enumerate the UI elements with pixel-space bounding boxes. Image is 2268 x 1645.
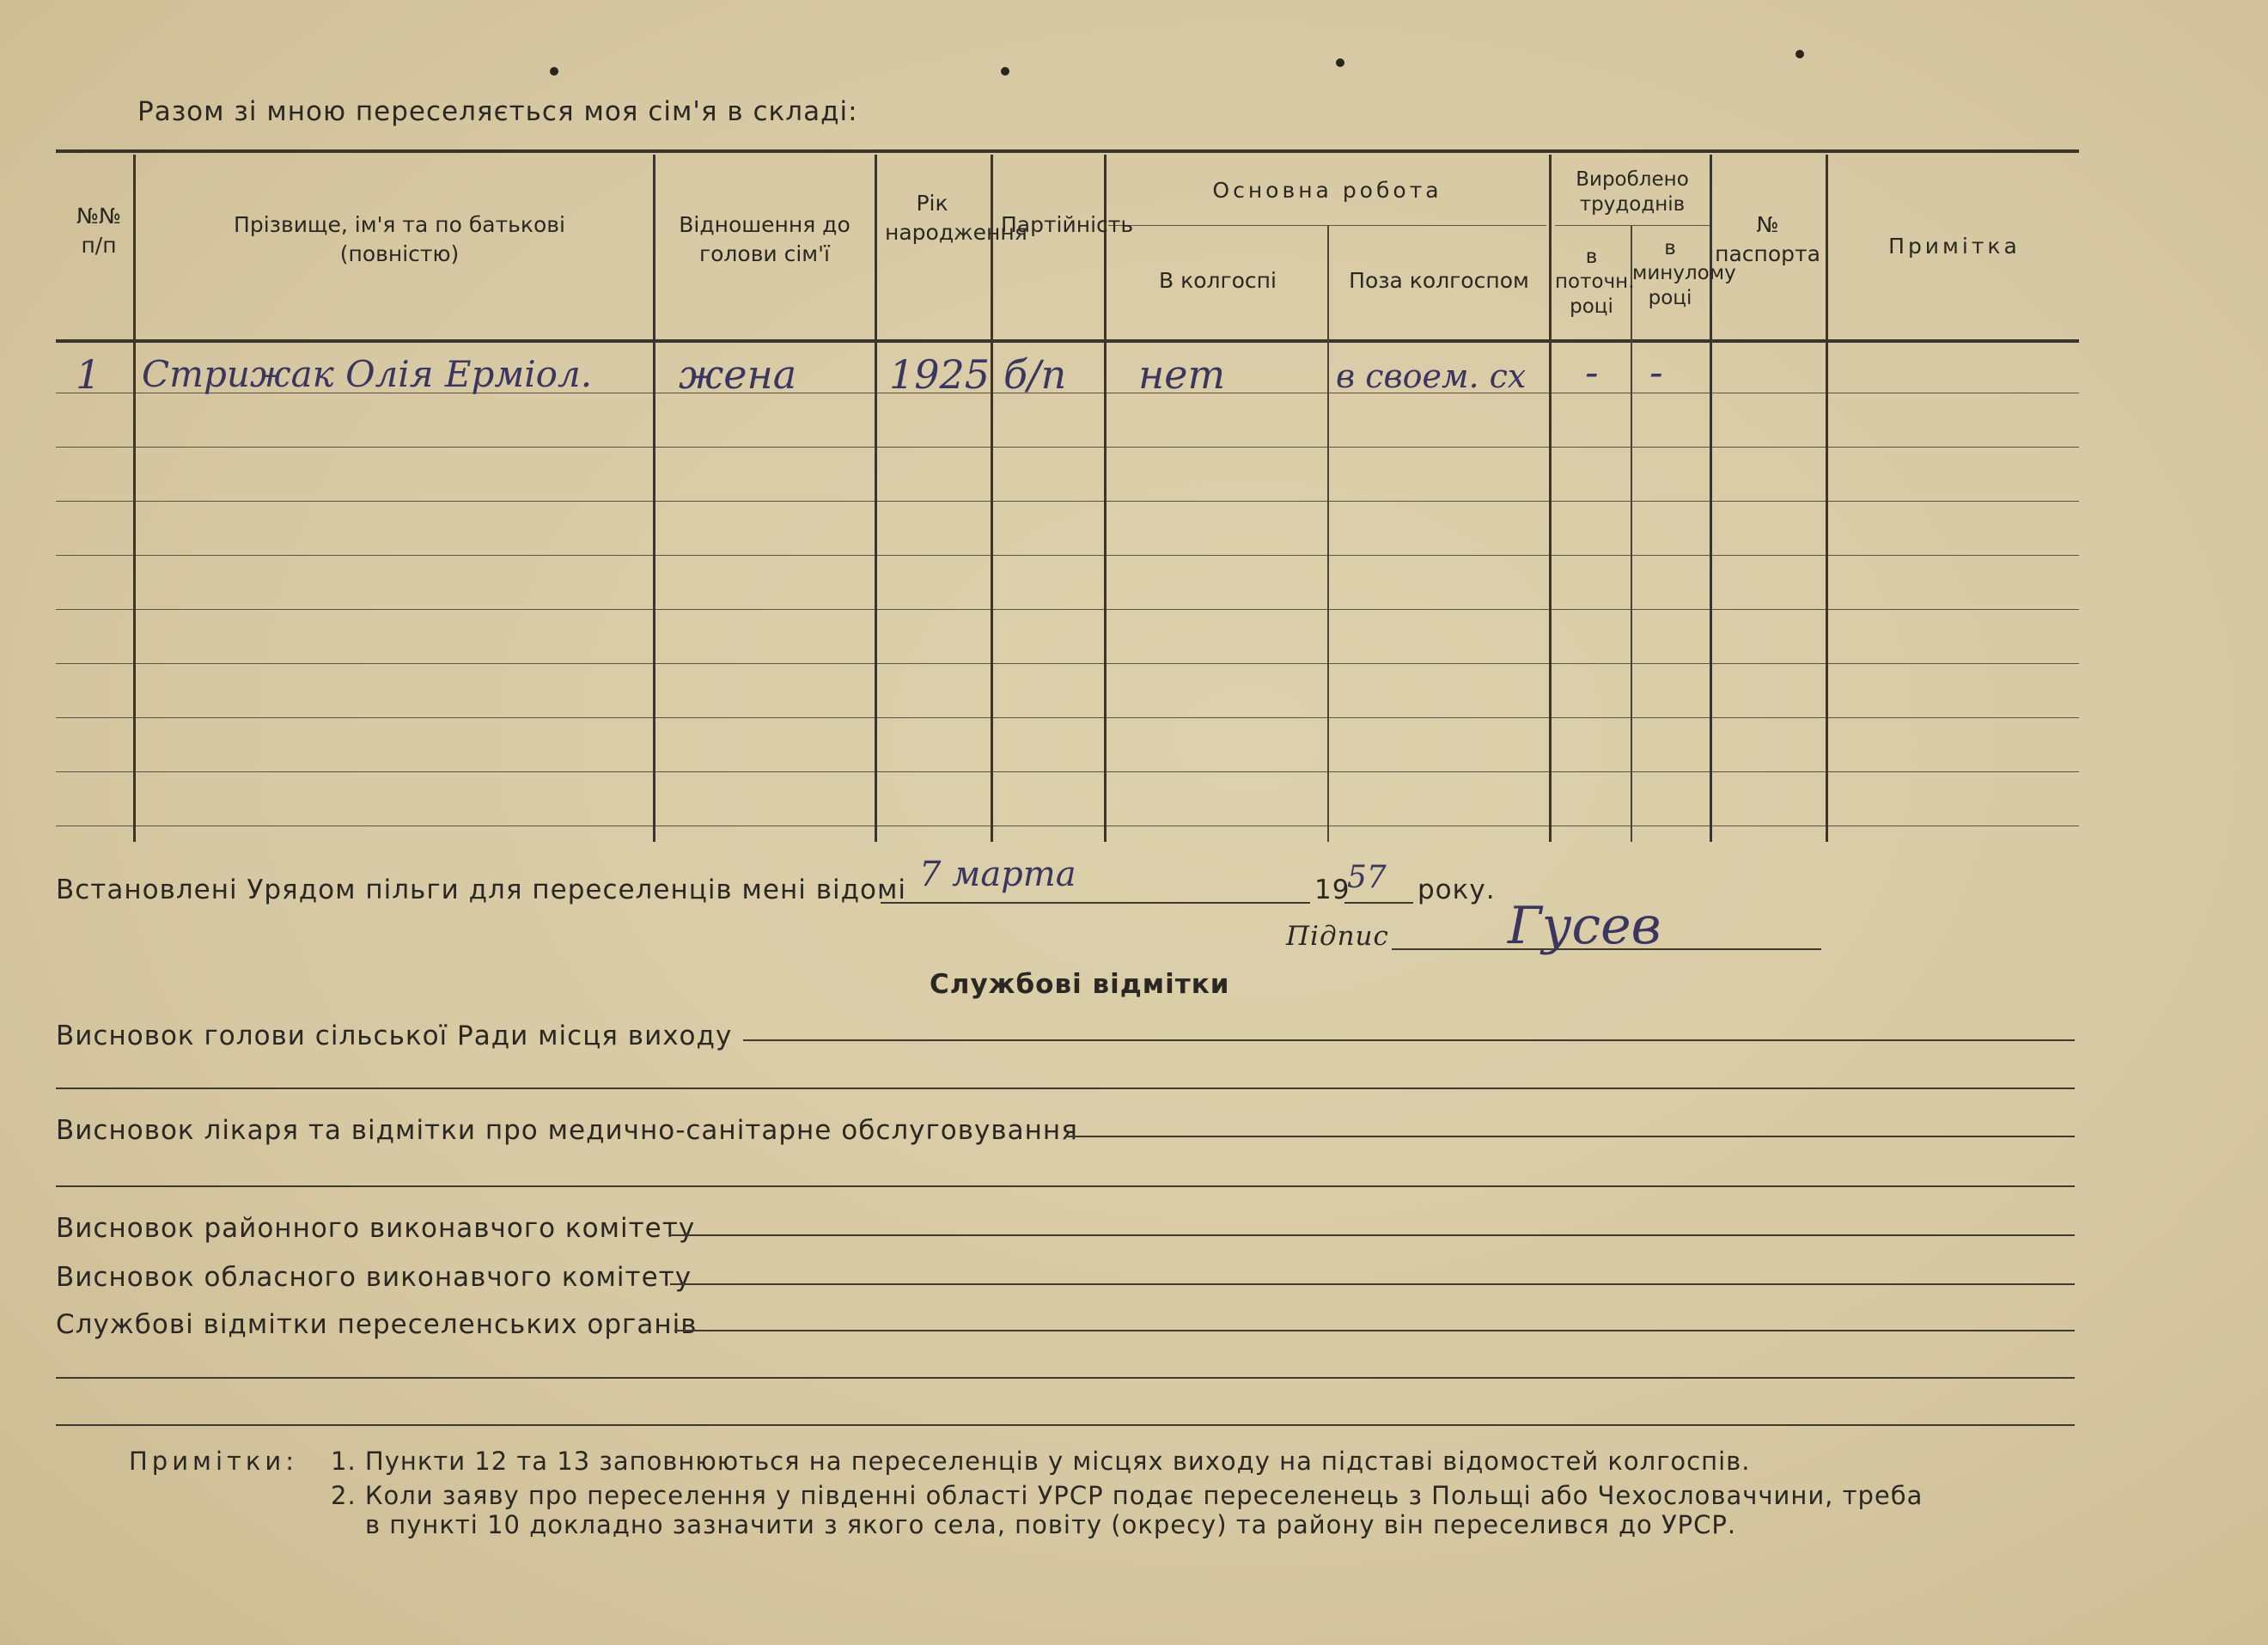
official-line-1: Висновок голови сільської Ради місця виходу xyxy=(56,1021,733,1051)
notes-label: Примітки: xyxy=(129,1447,299,1476)
intro-text: Разом зі мною переселяється моя сім'я в складі: xyxy=(137,96,858,127)
header-in-kolhosp: В колгоспі xyxy=(1159,268,1277,293)
header-current-year: в поточн. році xyxy=(1555,246,1635,318)
benefits-date: 7 марта xyxy=(919,855,1076,894)
notes-item-3: в пункті 10 докладно зазначити з якого села, повіту (окресу) та району він переселився до УРСР. xyxy=(365,1510,1737,1539)
row1-num: 1 xyxy=(76,351,101,398)
official-line-5: Службові відмітки переселенських органів xyxy=(56,1309,698,1340)
header-main-work: Основна робота xyxy=(1212,178,1442,203)
header-party: Партійність xyxy=(1001,212,1134,237)
official-line-4: Висновок обласного виконавчого комітету xyxy=(56,1262,692,1293)
notes-item-2: 2. Коли заяву про переселення у південні області УРСР подає переселенець з Польщі або Чехословаччини, треба xyxy=(331,1481,1924,1510)
signature-value: Гусев xyxy=(1508,896,1661,956)
header-workdays: Вироблено трудоднів xyxy=(1576,168,1689,216)
row1-relation: жена xyxy=(679,351,797,398)
row1-current-year: - xyxy=(1585,349,1599,395)
benefits-label: Встановлені Урядом пільги для переселенців мені відомі xyxy=(56,874,907,905)
benefits-year: 57 xyxy=(1347,860,1387,895)
header-note: Примітка xyxy=(1888,234,2021,259)
official-line-2: Висновок лікаря та відмітки про медично-санітарне обслуговування xyxy=(56,1115,1078,1146)
row1-last-year: - xyxy=(1649,349,1663,395)
row1-in-kolhosp: нет xyxy=(1138,351,1226,398)
notes-item-1: 1. Пункти 12 та 13 заповнюються на переселенців у місцях виходу на підставі відомостей колгоспів. xyxy=(331,1447,1751,1476)
header-passport: № паспорта xyxy=(1715,212,1820,266)
row1-party: б/п xyxy=(1003,351,1067,398)
header-relation: Відношення до голови сім'ї xyxy=(679,212,850,266)
benefits-year-suffix: року. xyxy=(1418,874,1496,905)
row1-outside-kolhosp: в своем. сх xyxy=(1336,357,1527,395)
signature-label: Підпис xyxy=(1286,921,1389,952)
header-last-year: в минулому році xyxy=(1632,237,1736,309)
official-line-3: Висновок районного виконавчого комітету xyxy=(56,1213,696,1244)
header-outside-kolhosp: Поза колгоспом xyxy=(1349,268,1529,293)
row1-birth-year: 1925 xyxy=(889,351,991,398)
header-birth-year: Рік народження xyxy=(885,191,1027,245)
header-name: Прізвище, ім'я та по батькові (повністю) xyxy=(234,212,565,266)
official-title: Службові відмітки xyxy=(930,969,1230,1000)
header-num: №№ п/п xyxy=(76,204,121,258)
benefits-year-prefix: 19 xyxy=(1314,874,1350,905)
row1-name: Стрижак Олія Ерміол. xyxy=(142,353,593,395)
